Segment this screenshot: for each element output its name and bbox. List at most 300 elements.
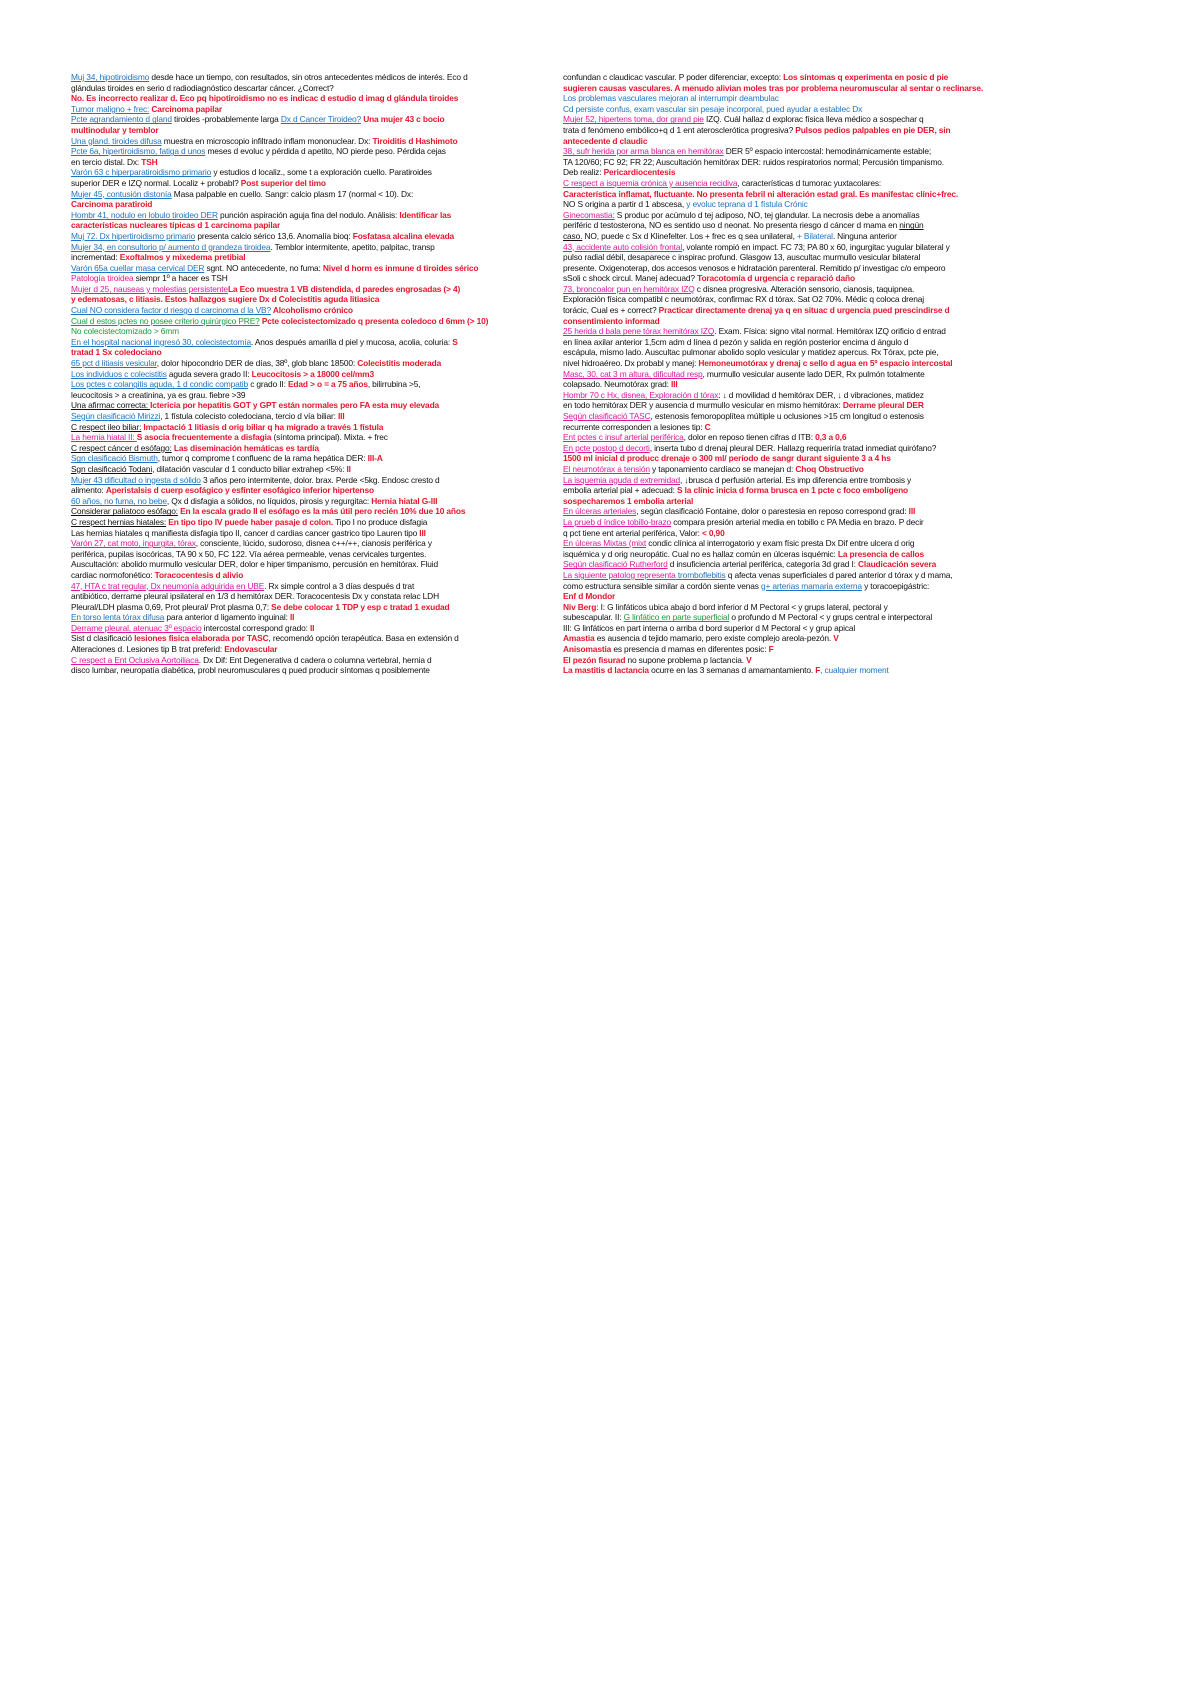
text-segment: Tipo I no produce disfagia	[333, 516, 428, 527]
text-segment: torácic, Cual es + correct?	[563, 305, 659, 316]
text-segment: Leucocitosis > a 18000 cel/mm3	[251, 368, 374, 379]
text-segment: S produc por acúmulo d tej adiposo, NO, tej glandular. La necrosis debe a anomalías	[614, 209, 920, 220]
text-line	[563, 178, 1038, 189]
text-segment: en línea axilar anterior 1,5cm adm d línea d pezón y salida en región posterior encima d ángulo d	[563, 336, 909, 347]
text-line	[563, 633, 1038, 644]
text-segment: 38, sufr herida por arma blanca en hemitórax	[563, 146, 724, 157]
text-segment: Según clasificació Mirizzi	[71, 411, 161, 421]
text-segment: presente. Oxigenoterap, dos accesos venosos e hidratación parenteral. Remitido p/ investigac c/o empeoro	[563, 262, 946, 273]
text-line	[563, 485, 1038, 496]
text-segment: III	[908, 506, 916, 517]
text-segment: periférica, pupilas isocóricas, TA 90 x 50, FC 122. Vía aérea permeable, venas cervicales turgentes.	[71, 548, 427, 559]
text-line	[563, 655, 1038, 666]
text-line	[563, 326, 1038, 337]
text-segment: Cual NO considera factor d riesgo d carcinoma d la VB?	[71, 305, 271, 316]
text-segment: En úlceras Mixtas (mixt	[563, 538, 647, 549]
text-line	[71, 422, 551, 433]
text-line	[71, 231, 551, 242]
text-segment: Patología tiroidea	[71, 273, 134, 284]
text-segment: Amastia	[563, 633, 595, 644]
text-segment: nivel hidroaéreo. Dx probabl y manej:	[563, 358, 699, 369]
text-line	[563, 72, 1038, 83]
text-line	[71, 379, 551, 390]
text-segment: disco lumbar, neuropatía diabética, probl neuromusculares q pued producir síntomas q posiblemente	[71, 665, 430, 676]
text-segment: Colecistitis moderada	[357, 358, 442, 369]
text-segment: S asocia frecuentemente a disfagia	[136, 432, 272, 443]
text-segment: TSH	[141, 156, 158, 167]
text-segment: Deb realiz:	[563, 167, 604, 178]
text-line	[563, 369, 1038, 380]
text-segment: C respect hernias hiatales:	[71, 516, 167, 527]
text-segment: c disnea progresiva. Alteración sensorio, cianosis, taquipnea.	[694, 283, 915, 294]
text-segment: confundan c claudicac vascular. P poder diferenciar, excepto:	[563, 72, 784, 82]
text-segment: escápula, mismo lado. Auscultac pulmonar abolido soplo vesicular y matidez apercus. Rx Tórax, pcte pie,	[563, 347, 939, 358]
text-segment: Una gland. tiroides difusa	[71, 135, 162, 146]
text-segment: periféric d testosterona, NO es sentido uso d neonat. No presenta riesgo d cáncer d mama en	[563, 220, 900, 231]
text-line	[563, 83, 1038, 94]
text-segment: Fosfatasa alcalina elevada	[352, 230, 455, 241]
text-segment: condic clínica al interrogatorio y exam físic presta Dx Dif entre ulcera d orig	[646, 538, 915, 549]
text-line	[563, 390, 1038, 401]
text-segment: muestra en microscopio infiltrado inflam mononuclear. Dx:	[161, 135, 373, 146]
text-segment: en tercio distal. Dx:	[71, 156, 142, 167]
text-segment: Hombr 41, nodulo en lobulo tiroideo DER	[71, 209, 218, 220]
text-segment: aguda severa grado II:	[166, 368, 252, 379]
text-segment: Una mujer 43 c bocio	[361, 114, 445, 125]
text-line	[71, 210, 551, 221]
text-segment: III	[338, 411, 345, 421]
text-segment: , estenosis femoropoplítea múltiple u oclusiones >15 cm longitud o estenosis	[650, 411, 924, 421]
text-segment: En úlceras arteriales	[563, 506, 637, 517]
text-segment: 43, accidente auto colisión frontal	[563, 241, 683, 252]
text-line	[71, 242, 551, 253]
text-segment: Pleural/LDH plasma 0,69, Prot pleural/ Prot plasma 0,7:	[71, 601, 272, 612]
text-line	[563, 538, 1038, 549]
text-line	[71, 665, 551, 676]
text-segment: IZQ. Cuál hallaz d explorac física lleva médico a sospechar q	[703, 114, 924, 125]
text-segment: Enf d Mondor	[563, 591, 616, 602]
text-line	[563, 506, 1038, 517]
text-line	[71, 104, 551, 115]
text-segment: Aperistalsis d cuerp esofágico y esfínter esofágico inferior hipertenso	[105, 485, 374, 496]
text-line	[563, 612, 1038, 623]
text-segment: III	[419, 527, 426, 538]
text-segment: En el hospital nacional ingresó 30, colecistectomía	[71, 336, 251, 347]
text-line	[71, 347, 551, 358]
text-segment: : ↓ d movilidad d hemitórax DER, ↓ d vibraciones, matidez	[718, 389, 924, 400]
text-segment: Los pctes c colangitis aguda, 1 d condic compatib	[71, 379, 249, 390]
text-segment: Anisomastia	[563, 644, 612, 655]
text-segment: No colecistectomizado > 6mm	[71, 326, 179, 337]
text-segment: En la escala grado II el esófago es la más útil pero recién 10% due 10 años	[177, 506, 466, 517]
text-line	[71, 581, 551, 592]
text-segment: Toracocentesis d alivio	[154, 569, 244, 580]
text-segment: La presencia de callos	[837, 548, 924, 559]
text-segment: Pericardiocentesis	[603, 167, 676, 178]
text-line	[563, 644, 1038, 655]
text-segment: multinodular y temblor	[71, 124, 159, 135]
text-segment: , dolor en reposo tienen cifras d ITB:	[683, 432, 816, 443]
left-column	[71, 72, 551, 676]
text-line	[563, 400, 1038, 411]
text-segment: para anterior d ligamento inguinal:	[164, 612, 290, 623]
text-segment: C respect a isquemia crónica y ausencia recidiva	[563, 177, 738, 188]
text-segment: como estructura sensible similar a cordón siente venas	[563, 580, 761, 591]
text-segment: Tiroiditis d Hashimoto	[372, 135, 458, 146]
text-line	[71, 273, 551, 284]
text-segment: tromboflebitis	[675, 569, 726, 580]
text-segment: G linfático en parte superficial	[623, 612, 730, 623]
text-segment: En torso lenta tórax difusa	[71, 612, 165, 623]
text-line	[563, 517, 1038, 528]
text-line	[71, 369, 551, 380]
text-line	[563, 337, 1038, 348]
text-line	[71, 475, 551, 486]
text-segment: es presencia d mamas en diferentes posic:	[611, 644, 769, 655]
text-segment: consentimiento informad	[563, 315, 660, 326]
text-line	[563, 581, 1038, 592]
text-segment: desde hace un tiempo, con resultados, sin otros antecedentes médicos de interés. Eco d	[149, 72, 468, 82]
text-line	[563, 379, 1038, 390]
text-line	[71, 337, 551, 348]
text-segment: , inserta tubo d drenaj pleural DER. Hallazg requeriría tratad inmediat quirófano?	[649, 442, 937, 453]
text-line	[71, 294, 551, 305]
text-segment: Exoftalmos y mixedema pretibial	[119, 252, 246, 263]
text-segment: presenta calcio sérico 13,6. Anomalía bioq:	[195, 230, 353, 241]
text-segment: Pcte agrandamiento d gland	[71, 114, 172, 125]
text-segment: q pct tiene ent arterial periférica, Valor:	[563, 527, 702, 538]
text-segment: NO, puede c Sx d Klinefelter. Los + frec es q sea unilateral,	[582, 230, 797, 241]
text-line	[71, 443, 551, 454]
text-segment: F	[815, 665, 821, 676]
text-segment: El neumotórax a tensión	[563, 463, 650, 474]
text-line	[563, 220, 1038, 231]
text-line	[563, 443, 1038, 454]
text-segment: Según clasificació TASC	[563, 411, 651, 421]
text-segment: leucocitosis > a creatinina, ya es grau. fiebre >39	[71, 389, 246, 400]
text-segment: sugieren causas vasculares. A menudo alivian moles tras por problema neuromuscular al sentar o reclinarse.	[563, 82, 984, 93]
text-segment: Practicar directamente drenaj ya q en situac d urgencia pued prescindirse d	[658, 305, 950, 316]
text-line	[563, 411, 1038, 422]
text-line	[71, 136, 551, 147]
text-segment: Derrame pleural DER	[842, 400, 924, 411]
text-segment: Las diseminación hemáticas es tardía	[171, 442, 319, 453]
text-segment: En pcte postop d decorti	[563, 442, 650, 453]
text-segment: o profundo d M Pectoral < y grups central e interpectoral	[729, 612, 933, 623]
text-line	[563, 125, 1038, 136]
text-segment: : I: G linfáticos ubica abajo d bord inferior d M Pectoral < y grups lateral, pectoral y	[596, 601, 888, 612]
text-segment: Identificar las	[399, 209, 452, 220]
text-line	[563, 199, 1038, 210]
text-line	[71, 559, 551, 570]
text-segment: V	[746, 654, 752, 665]
text-segment: La Eco muestra 1 VB distendida, d paredes engrosadas (> 4)	[227, 283, 461, 294]
text-segment: . Ninguna anterior	[832, 230, 897, 241]
text-segment: Claudicación severa	[858, 559, 937, 570]
text-line	[71, 612, 551, 623]
text-segment: c grado II:	[248, 379, 288, 390]
text-line	[71, 83, 551, 94]
text-line	[71, 305, 551, 316]
text-segment: Los síntomas q experimenta en posic d pie	[783, 72, 949, 82]
text-segment: 65 pct d litiasis vesicular	[71, 358, 157, 369]
text-segment: Ictericia por hepatitis GOT y GPT están normales pero FA esta muy elevada	[150, 400, 440, 411]
text-line	[563, 602, 1038, 613]
text-segment: TA 120/60; FC 92; FR 22; Auscultación hemitórax DER: ruidos respiratorios normal; Percusión timpanismo.	[563, 156, 944, 167]
text-segment: ningún	[899, 220, 924, 231]
text-line	[563, 623, 1038, 634]
text-segment: Se debe colocar 1 TDP y esp c tratad 1 exudad	[271, 601, 450, 612]
text-line	[563, 167, 1038, 178]
text-segment: Muj 34, hipotiroidismo	[71, 72, 150, 82]
text-segment: No. Es incorrecto realizar d. Eco pq hipotiroidismo no es indicac d estudio d imag d glándula tiroides	[71, 93, 459, 104]
text-line	[563, 114, 1038, 125]
text-line	[563, 549, 1038, 560]
text-line	[71, 506, 551, 517]
text-line	[71, 167, 551, 178]
text-segment: III-A	[367, 453, 383, 464]
text-segment: La prueb d índice tobillo-brazo	[563, 516, 672, 527]
text-line	[563, 475, 1038, 486]
text-segment: Pcte 6a, hipertiroidismo, fatiga d unos	[71, 146, 206, 157]
text-segment: C	[704, 421, 711, 432]
text-line	[563, 189, 1038, 200]
text-line	[563, 570, 1038, 581]
text-segment: Post superior del timo	[240, 177, 326, 188]
text-line	[563, 432, 1038, 443]
text-segment: características nucleares típicas d 1 carcinoma papilar	[71, 220, 281, 231]
text-segment: Dx d Cancer Tiroideo?	[280, 114, 362, 125]
text-segment: Niv Berg	[563, 601, 597, 612]
text-segment: Hemoneumotórax y drenaj c sello d agua en 5º espacio intercostal	[698, 358, 953, 369]
text-segment: Según clasificació Rutherford	[563, 559, 668, 570]
text-line	[71, 284, 551, 295]
text-segment: Carcinoma papilar	[149, 103, 222, 114]
text-segment: q afecta venas superficiales d pared anterior d tórax y d mama,	[725, 569, 953, 580]
text-segment: < 0,90	[701, 527, 725, 538]
text-line	[71, 464, 551, 475]
text-segment: Auscultación: abolido murmullo vesicular DER, dolor e hiper timpanismo, percusión en hemitórax. Fluid	[71, 559, 439, 570]
text-segment: Pcte colecistectomizado q presenta coledoco d 6mm (> 10)	[259, 315, 489, 326]
text-segment: y evoluc teprana d 1 fístula Crónic	[686, 199, 808, 210]
text-segment: S	[452, 336, 458, 347]
text-line	[563, 496, 1038, 507]
text-segment: Masc, 30, cat 3 m altura, dificultad resp	[563, 368, 703, 379]
text-segment: Ginecomastia:	[563, 209, 615, 220]
text-segment: Hernia hiatal G-III	[371, 495, 438, 506]
text-line	[563, 591, 1038, 602]
text-segment: sospecharemos 1 embolia arterial	[563, 495, 694, 506]
text-segment: Carcinoma paratiroid	[71, 199, 153, 210]
text-segment: , cualquier moment	[820, 665, 889, 676]
text-segment: . Temblor intermitente, apetito, palpitac, transp	[270, 241, 435, 252]
text-line	[71, 125, 551, 136]
text-segment: Varón 65a cuellar masa cervical DER	[71, 262, 205, 273]
text-segment: tratad 1 Sx coledociano	[71, 347, 162, 358]
text-segment: Los individuos c colecistitis	[71, 368, 167, 379]
text-segment: Mujer 34, en consultorio p/ aumento d grandeza tiroidea	[71, 241, 271, 252]
text-segment: . Dx Dif: Ent Degenerativa d cadera o columna vertebral, hernia d	[198, 654, 432, 665]
text-segment: 73, broncoalor pun en hemitórax IZQ	[563, 283, 695, 294]
text-segment: Mujer 43 dificultad o ingesta d sólido	[71, 474, 201, 485]
text-line	[563, 305, 1038, 316]
text-segment: trata d fenómeno embólico+q d 1 ent aterosclerótica progresiva?	[563, 124, 796, 135]
text-segment: meses d evoluc y pérdida d apetito, NO pierde peso. Pérdida cejas	[205, 146, 446, 157]
text-segment: Choq Obstructivo	[795, 463, 864, 474]
text-segment: La mastitis d lactancia	[563, 665, 649, 676]
text-segment: + Bilateral	[797, 230, 833, 241]
text-line	[71, 157, 551, 168]
text-segment: La isquemia aguda d extremidad	[563, 474, 681, 485]
text-segment: g+ arterias mamaria externa	[760, 580, 862, 591]
text-segment: Masa palpable en cuello. Sangr: calcio plasm 17 (normal < 10). Dx:	[171, 188, 414, 199]
text-segment: Cd persiste confus, exam vascular sin pesaje incorporal, pued ayudar a establec Dx	[563, 103, 863, 114]
text-segment: Ent pctes c insuf arterial periférica	[563, 432, 684, 443]
text-segment: Varón 27, cat moto, ingurgita, tórax	[71, 538, 196, 549]
text-line	[71, 263, 551, 274]
text-segment: Las hernias hiatales q manifiesta disfagia tipo II, cancer d cardias cancer gastrico tipo Lauren tipo	[71, 527, 420, 538]
text-segment: La siguiente patolog representa	[563, 569, 676, 580]
text-line	[71, 549, 551, 560]
text-segment: C respect a Ent Oclusiva Aortoiliaca	[71, 654, 199, 665]
text-segment: Nivel d horm es inmune d tiroides sérico	[322, 262, 479, 273]
text-segment: Sgn clasificació Todani	[71, 463, 153, 474]
text-line	[71, 189, 551, 200]
text-segment: Mujer d 25, nauseas y molestias persistente	[71, 283, 228, 294]
text-segment: lesiones fisica elaborada por TASC	[134, 633, 269, 644]
text-segment: El pezón fisurad	[563, 654, 626, 665]
text-segment: Tumor maligno + frec:	[71, 103, 150, 114]
text-line	[563, 453, 1038, 464]
text-segment: , dolor hipocondrio DER de días, 38º, glob blanc 18500:	[156, 358, 358, 369]
text-line	[71, 517, 551, 528]
text-segment: compara presión arterial media en tobillo c PA Media en brazo. P decir	[671, 516, 924, 527]
text-segment: , bilirrubina >5,	[367, 379, 421, 390]
text-segment: sSoli c shock circul. Manej adecuad?	[563, 273, 698, 284]
text-line	[563, 242, 1038, 253]
text-line	[71, 644, 551, 655]
text-line	[71, 316, 551, 327]
text-segment: 47, HTA c trat regular, Dx neumonía adquirida en UBE	[71, 580, 265, 591]
text-line	[563, 273, 1038, 284]
text-segment: Endovascular	[224, 644, 278, 655]
text-line	[563, 528, 1038, 539]
text-segment: superior DER e IZQ normal. Localiz + probabl?	[71, 177, 241, 188]
text-segment: Característica inflamat, fluctuante. No presenta febril ni alteración estad gral. Es manifestac clínic+frec.	[563, 188, 959, 199]
text-line	[563, 252, 1038, 263]
text-segment: Exploración física compatibl c neumotórax, confirmac RX d tórax. Sat O2 70%. Médic q coloca drenaj	[563, 294, 924, 305]
text-line	[563, 464, 1038, 475]
text-segment: caso.	[563, 230, 583, 241]
text-line	[71, 390, 551, 401]
text-line	[71, 199, 551, 210]
text-line	[71, 220, 551, 231]
text-segment: Mujer 52, hipertens toma, dor grand pie	[563, 114, 704, 125]
text-segment: intercostal correspond grado:	[201, 622, 310, 633]
text-line	[71, 432, 551, 443]
text-segment: Alteraciones d. Lesiones tip B trat preferid:	[71, 644, 225, 655]
text-segment: , dilatación vascular d 1 conducto biliar extrahep <5%:	[152, 463, 347, 474]
text-segment: C respect ileo biliar:	[71, 421, 142, 432]
text-segment: y estudios d localiz., some t a exploración cuello. Paratiroides	[211, 167, 432, 178]
text-line	[563, 559, 1038, 570]
text-line	[71, 358, 551, 369]
text-segment: y edematosas, c litiasis. Estos hallazgos sugiere Dx d Colecistitis aguda litiasica	[71, 294, 380, 305]
text-segment: Una afirmac correcta:	[71, 400, 151, 411]
text-segment: no supone problema p lactancia.	[625, 654, 747, 665]
text-segment: S la clínic inicia d forma brusca en 1 pcte c foco embolígeno	[677, 485, 909, 496]
text-line	[71, 496, 551, 507]
text-line	[71, 528, 551, 539]
text-segment: Sgn clasificació Bismuth	[71, 453, 158, 464]
text-segment: Mujer 45, contusión distonía	[71, 188, 172, 199]
text-segment: , tumor q comprome t confluenc de la rama hepática DER:	[157, 453, 368, 464]
text-segment: d insuficiencia arterial periférica, categoría 3d grad I:	[667, 559, 858, 570]
text-line	[563, 358, 1038, 369]
text-line	[71, 570, 551, 581]
text-line	[71, 72, 551, 83]
text-line	[71, 146, 551, 157]
text-segment: 1500 ml inicial d producc drenaje o 300 ml/ período de sangr durant siguiente 3 a 4 hs	[563, 453, 891, 464]
right-column	[563, 72, 1038, 676]
text-line	[563, 104, 1038, 115]
text-line	[563, 231, 1038, 242]
text-segment: . Rx simple control a 3 días después d trat	[264, 580, 415, 591]
text-segment: antibiótico, derrame pleural ipsilateral en 1/3 d hemitórax DER. Toracocentesis Dx y constata relac LDH	[71, 591, 439, 602]
text-segment: V	[833, 633, 839, 644]
text-segment: colapsado. Neumotórax grad:	[563, 379, 671, 390]
text-segment: 25 herida d bala pene tórax hemitórax IZQ	[563, 326, 715, 337]
text-line	[563, 665, 1038, 676]
text-segment: Alcoholismo crónico	[270, 305, 353, 316]
text-segment: II	[346, 463, 351, 474]
text-segment: alimento:	[71, 485, 106, 496]
text-line	[71, 411, 551, 422]
text-line	[71, 453, 551, 464]
text-segment: Toracotomía d urgencia c reparació daño	[697, 273, 855, 284]
text-line	[563, 347, 1038, 358]
text-line	[71, 591, 551, 602]
text-line	[563, 146, 1038, 157]
text-segment: glándulas tiroides en serio d radiodiagnóstico descartar cáncer. ¿Correct?	[71, 82, 334, 93]
text-segment: . Exam. Física: signo vital normal. Hemitórax IZQ orificio d entrad	[714, 326, 946, 337]
text-segment: En tipo tipo IV puede haber pasaje d colon.	[166, 516, 334, 527]
text-line	[563, 422, 1038, 433]
text-segment: cardiac normofonético:	[71, 569, 155, 580]
text-line	[71, 114, 551, 125]
text-segment: sgnt. NO antecedente, no fuma:	[204, 262, 323, 273]
text-segment: , ↓brusca d perfusión arterial. Es imp diferencia entre trombosis y	[680, 474, 912, 485]
text-line	[71, 623, 551, 634]
text-segment: Hombr 70 c Hx, disnea, Exploración d tórax	[563, 389, 719, 400]
text-segment: Varón 63 c hiperparatiroidismo primario	[71, 167, 212, 178]
text-segment: (síntoma principal). Mixta. + frec	[271, 432, 388, 443]
text-segment: embolia arterial pial + adecuad:	[563, 485, 678, 496]
text-segment: Muj 72. Dx hipertiroidismo primario	[71, 230, 196, 241]
text-segment: Derrame pleural, atenuac 3º espacio	[71, 622, 202, 633]
text-segment: Edad > o = a 75 años	[287, 379, 368, 390]
text-segment: pulso radial débil, desaparece c inspirac profund. Glasgow 13, auscultac murmullo vesicular bilateral	[563, 252, 921, 263]
text-line	[563, 157, 1038, 168]
text-segment: Pulsos pedios palpables en pie DER, sin	[795, 124, 951, 135]
text-segment: , 1 fístula colecisto coledociana, tercio d vía biliar:	[160, 411, 338, 421]
text-segment: , según clasificació Fontaine, dolor o parestesia en reposo correspond grad:	[636, 506, 909, 517]
text-segment: y toracoepigástric:	[861, 580, 930, 591]
text-segment: III	[671, 379, 678, 390]
text-segment: , Qx d disfagia a sólidos, no líquidos, pirosis y regurgitac:	[166, 495, 372, 506]
text-segment: Impactació 1 litiasis d orig biliar q ha migrado a través 1 fístula	[141, 421, 384, 432]
text-segment: , consciente, lúcido, sudoroso, disnea c++/++, cianosis periférica y	[195, 538, 432, 549]
